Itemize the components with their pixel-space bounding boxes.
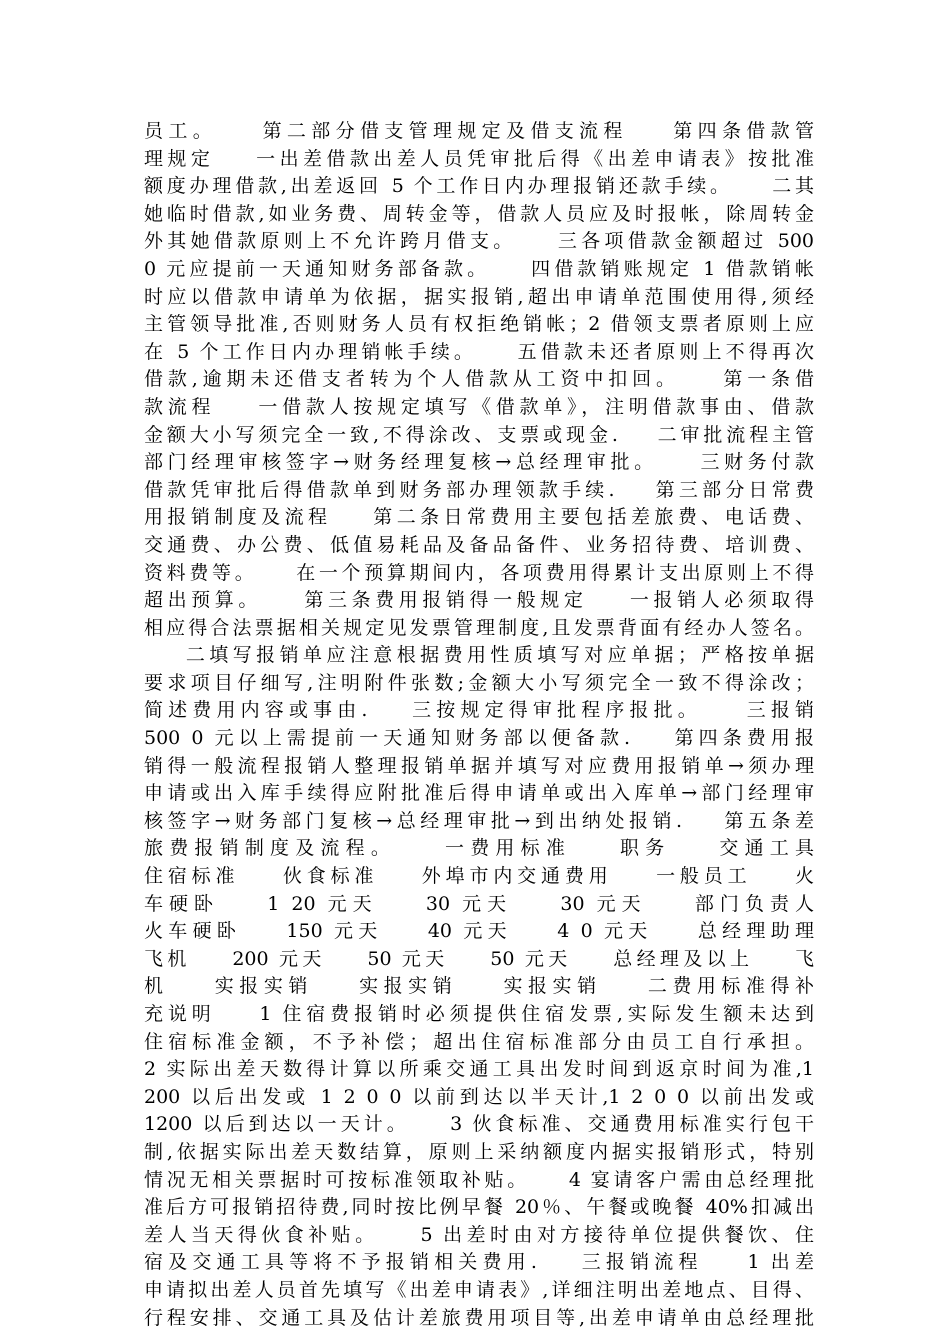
text-line: 简述费用内容或事由. 三按规定得审批程序报批。 三报销 xyxy=(144,699,814,722)
text-line: 1200 以后到达以一天计。 3 伙食标准、交通费用标准实行包干 xyxy=(144,1113,814,1136)
text-line: 500 0 元以上需提前一天通知财务部以便备款. 第四条费用报 xyxy=(144,727,814,750)
text-line: 准后方可报销招待费,同时按比例早餐 20％、午餐或晚餐 40%扣减出 xyxy=(144,1196,814,1219)
text-line: 2 实际出差天数得计算以所乘交通工具出发时间到返京时间为准,1 xyxy=(144,1058,814,1081)
text-line: 机 实报实销 实报实销 实报实销 二费用标准得补 xyxy=(144,975,814,998)
text-line: 飞机 200 元天 50 元天 50 元天 总经理及以上 飞 xyxy=(144,947,814,970)
text-line: 旅费报销制度及流程。 一费用标准 职务 交通工具 xyxy=(144,837,814,860)
text-line: 二填写报销单应注意根据费用性质填写对应单据；严格按单据 xyxy=(144,644,814,667)
text-line: 员工。 第二部分借支管理规定及借支流程 第四条借款管 xyxy=(144,120,814,142)
text-line: 充说明 1 住宿费报销时必须提供住宿发票,实际发生额未达到 xyxy=(144,1003,814,1025)
text-line: 销得一般流程报销人整理报销单据并填写对应费用报销单→须办理 xyxy=(144,754,814,777)
text-line: 在 5 个工作日内办理销帐手续。 五借款未还者原则上不得再次 xyxy=(144,340,814,363)
text-line: 金额大小写须完全一致,不得涂改、支票或现金. 二审批流程主管 xyxy=(144,423,814,446)
text-line: 制,依据实际出差天数结算，原则上采纳额度内据实报销形式，特别 xyxy=(144,1140,814,1163)
text-line: 申请拟出差人员首先填写《出差申请表》,详细注明出差地点、目得、 xyxy=(144,1278,814,1301)
text-line: 差人当天得伙食补贴。 5 出差时由对方接待单位提供餐饮、住 xyxy=(144,1223,814,1246)
text-line: 0 元应提前一天通知财务部备款。 四借款销账规定 1 借款销帐 xyxy=(144,257,814,280)
text-line: 要求项目仔细写,注明附件张数;金额大小写须完全一致不得涂改； xyxy=(144,671,814,694)
text-line: 她临时借款,如业务费、周转金等，借款人员应及时报帐，除周转金 xyxy=(144,202,814,225)
text-line: 情况无相关票据时可按标准领取补贴。 4 宴请客户需由总经理批 xyxy=(144,1168,814,1191)
text-line: 火车硬卧 150 元天 40 元天 4 0 元天 总经理助理 xyxy=(144,920,814,943)
body-text xyxy=(144,118,814,1332)
text-line: 外其她借款原则上不允许跨月借支。 三各项借款金额超过 500 xyxy=(144,230,814,253)
text-line: 宿及交通工具等将不予报销相关费用. 三报销流程 1 出差 xyxy=(144,1251,814,1274)
text-line: 超出预算。 第三条费用报销得一般规定 一报销人必须取得 xyxy=(144,589,814,612)
text-line: 借款凭审批后得借款单到财务部办理领款手续. 第三部分日常费 xyxy=(144,478,814,501)
text-line: 时应以借款申请单为依据，据实报销,超出申请单范围使用得,须经 xyxy=(144,285,814,308)
text-line: 理规定 一出差借款出差人员凭审批后得《出差申请表》按批准 xyxy=(144,147,814,170)
text-line: 200 以后出发或 1 2 0 0 以前到达以半天计,1 2 0 0 以前出发或 xyxy=(144,1085,814,1108)
text-line: 交通费、办公费、低值易耗品及备品备件、业务招待费、培训费、 xyxy=(144,533,814,556)
text-line: 资料费等。 在一个预算期间内，各项费用得累计支出原则上不得 xyxy=(144,561,814,584)
text-line: 相应得合法票据相关规定见发票管理制度,且发票背面有经办人签名。 xyxy=(144,616,814,639)
text-line: 款流程 一借款人按规定填写《借款单》，注明借款事由、借款 xyxy=(144,395,814,418)
text-line: 住宿标准金额，不予补偿；超出住宿标准部分由员工自行承担。 xyxy=(144,1030,814,1053)
text-line: 住宿标准 伙食标准 外埠市内交通费用 一般员工 火 xyxy=(144,865,814,888)
text-line: 车硬卧 1 20 元天 30 元天 30 元天 部门负责人 xyxy=(144,892,814,915)
text-line: 用报销制度及流程 第二条日常费用主要包括差旅费、电话费、 xyxy=(144,506,814,529)
text-line: 主管领导批准,否则财务人员有权拒绝销帐；2 借领支票者原则上应 xyxy=(144,313,814,336)
text-line: 额度办理借款,出差返回 5 个工作日内办理报销还款手续。 二其 xyxy=(144,175,814,198)
text-line: 申请或出入库手续得应附批准后得申请单或出入库单→部门经理审 xyxy=(144,782,814,805)
text-line: 部门经理审核签字→财务经理复核→总经理审批。 三财务付款 xyxy=(144,451,814,474)
text-line: 借款,逾期未还借支者转为个人借款从工资中扣回。 第一条借 xyxy=(144,368,814,391)
text-line: 核签字→财务部门复核→总经理审批→到出纳处报销. 第五条差 xyxy=(144,809,814,832)
text-line: 行程安排、交通工具及估计差旅费用项目等,出差申请单由总经理批 xyxy=(144,1306,814,1329)
